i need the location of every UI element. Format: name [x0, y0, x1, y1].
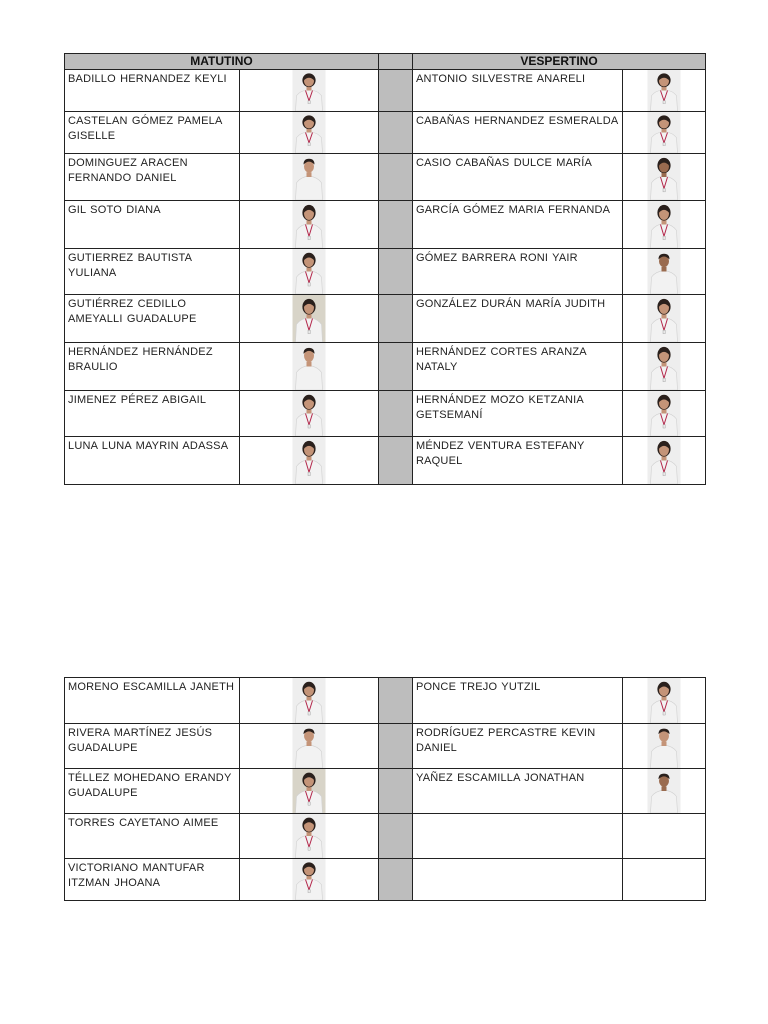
student-photo	[293, 859, 326, 900]
matutino-photo-cell	[240, 391, 379, 437]
matutino-student-name: BADILLO HERNANDEZ KEYLI	[65, 70, 240, 112]
matutino-student-name: LUNA LUNA MAYRIN ADASSA	[65, 437, 240, 485]
separator-gap	[379, 295, 413, 343]
student-photo	[293, 724, 326, 768]
vespertino-student-name: GONZÁLEZ DURÁN MARÍA JUDITH	[413, 295, 623, 343]
student-photo	[648, 201, 681, 248]
table-row	[65, 814, 706, 859]
matutino-student-name: GUTIERREZ BAUTISTA YULIANA	[65, 249, 240, 295]
table-row	[65, 769, 706, 814]
vespertino-student-name: GARCÍA GÓMEZ MARIA FERNANDA	[413, 201, 623, 249]
separator-gap	[379, 70, 413, 112]
matutino-photo-cell	[240, 249, 379, 295]
student-photo	[293, 814, 326, 858]
matutino-student-name: TORRES CAYETANO AIMEE	[65, 814, 240, 859]
student-photo	[293, 112, 326, 153]
matutino-photo-cell	[240, 769, 379, 814]
vespertino-photo-cell	[623, 112, 706, 154]
table-row	[65, 724, 706, 769]
table-row	[65, 859, 706, 901]
matutino-photo-cell	[240, 112, 379, 154]
student-photo	[293, 437, 326, 484]
roster-table-bottom	[64, 677, 706, 901]
matutino-photo-cell	[240, 343, 379, 391]
separator-gap	[379, 112, 413, 154]
vespertino-photo-cell	[623, 343, 706, 391]
table-row	[65, 678, 706, 724]
vespertino-header: VESPERTINO	[413, 54, 706, 70]
student-photo	[293, 678, 326, 723]
matutino-student-name: DOMINGUEZ ARACEN FERNANDO DANIEL	[65, 154, 240, 201]
vespertino-student-name: CASIO CABAÑAS DULCE MARÍA	[413, 154, 623, 201]
table-row	[65, 112, 706, 154]
roster-table-top	[64, 53, 706, 485]
table-row	[65, 295, 706, 343]
vespertino-student-name: RODRÍGUEZ PERCASTRE KEVIN DANIEL	[413, 724, 623, 769]
student-photo	[648, 112, 681, 153]
matutino-photo-cell	[240, 724, 379, 769]
vespertino-photo-cell	[623, 391, 706, 437]
matutino-header: MATUTINO	[65, 54, 379, 70]
separator-gap	[379, 678, 413, 724]
vespertino-photo-cell	[623, 249, 706, 295]
matutino-photo-cell	[240, 678, 379, 724]
separator-gap	[379, 249, 413, 295]
vespertino-student-name	[413, 814, 623, 859]
matutino-student-name: GUTIÉRREZ CEDILLO AMEYALLI GUADALUPE	[65, 295, 240, 343]
separator-gap	[379, 724, 413, 769]
matutino-photo-cell	[240, 814, 379, 859]
vespertino-student-name	[413, 859, 623, 901]
matutino-student-name: CASTELAN GÓMEZ PAMELA GISELLE	[65, 112, 240, 154]
separator-gap	[379, 769, 413, 814]
matutino-student-name: VICTORIANO MANTUFAR ITZMAN JHOANA	[65, 859, 240, 901]
vespertino-student-name: ANTONIO SILVESTRE ANARELI	[413, 70, 623, 112]
table-row	[65, 391, 706, 437]
vespertino-student-name: YAÑEZ ESCAMILLA JONATHAN	[413, 769, 623, 814]
vespertino-photo-cell	[623, 769, 706, 814]
student-photo	[648, 437, 681, 484]
student-photo	[648, 154, 681, 200]
matutino-student-name: RIVERA MARTÍNEZ JESÚS GUADALUPE	[65, 724, 240, 769]
matutino-photo-cell	[240, 154, 379, 201]
separator-gap	[379, 437, 413, 485]
separator-gap	[379, 201, 413, 249]
table-row	[65, 154, 706, 201]
student-photo	[293, 769, 326, 813]
vespertino-photo-cell	[623, 295, 706, 343]
separator-gap	[379, 343, 413, 391]
separator-gap	[379, 859, 413, 901]
matutino-student-name: MORENO ESCAMILLA JANETH	[65, 678, 240, 724]
vespertino-student-name: CABAÑAS HERNANDEZ ESMERALDA	[413, 112, 623, 154]
student-photo	[648, 391, 681, 436]
student-photo	[293, 154, 326, 200]
vespertino-photo-cell	[623, 70, 706, 112]
matutino-student-name: HERNÁNDEZ HERNÁNDEZ BRAULIO	[65, 343, 240, 391]
vespertino-photo-cell	[623, 201, 706, 249]
separator-gap	[379, 154, 413, 201]
matutino-student-name: GIL SOTO DIANA	[65, 201, 240, 249]
student-photo	[293, 249, 326, 294]
table-row	[65, 201, 706, 249]
matutino-student-name: TÉLLEZ MOHEDANO ERANDY GUADALUPE	[65, 769, 240, 814]
header-gap	[379, 54, 413, 70]
student-photo	[648, 769, 681, 813]
vespertino-photo-cell	[623, 724, 706, 769]
table-row	[65, 437, 706, 485]
separator-gap	[379, 391, 413, 437]
vespertino-student-name: PONCE TREJO YUTZIL	[413, 678, 623, 724]
matutino-photo-cell	[240, 201, 379, 249]
table-row	[65, 70, 706, 112]
vespertino-photo-cell	[623, 154, 706, 201]
vespertino-photo-cell	[623, 814, 706, 859]
separator-gap	[379, 814, 413, 859]
vespertino-photo-cell	[623, 437, 706, 485]
vespertino-photo-cell	[623, 859, 706, 901]
vespertino-student-name: MÉNDEZ VENTURA ESTEFANY RAQUEL	[413, 437, 623, 485]
student-photo	[648, 678, 681, 723]
student-photo	[648, 295, 681, 342]
student-photo	[293, 201, 326, 248]
student-photo	[293, 391, 326, 436]
student-photo	[293, 343, 326, 390]
matutino-photo-cell	[240, 859, 379, 901]
vespertino-photo-cell	[623, 678, 706, 724]
matutino-photo-cell	[240, 70, 379, 112]
matutino-photo-cell	[240, 437, 379, 485]
vespertino-student-name: HERNÁNDEZ CORTES ARANZA NATALY	[413, 343, 623, 391]
student-photo	[648, 249, 681, 294]
matutino-photo-cell	[240, 295, 379, 343]
vespertino-student-name: GÓMEZ BARRERA RONI YAIR	[413, 249, 623, 295]
student-photo	[293, 70, 326, 111]
vespertino-student-name: HERNÁNDEZ MOZO KETZANIA GETSEMANÍ	[413, 391, 623, 437]
table-row	[65, 249, 706, 295]
student-photo	[293, 295, 326, 342]
student-photo	[648, 343, 681, 390]
table-row	[65, 343, 706, 391]
matutino-student-name: JIMENEZ PÉREZ ABIGAIL	[65, 391, 240, 437]
student-photo	[648, 724, 681, 768]
student-photo	[648, 70, 681, 111]
